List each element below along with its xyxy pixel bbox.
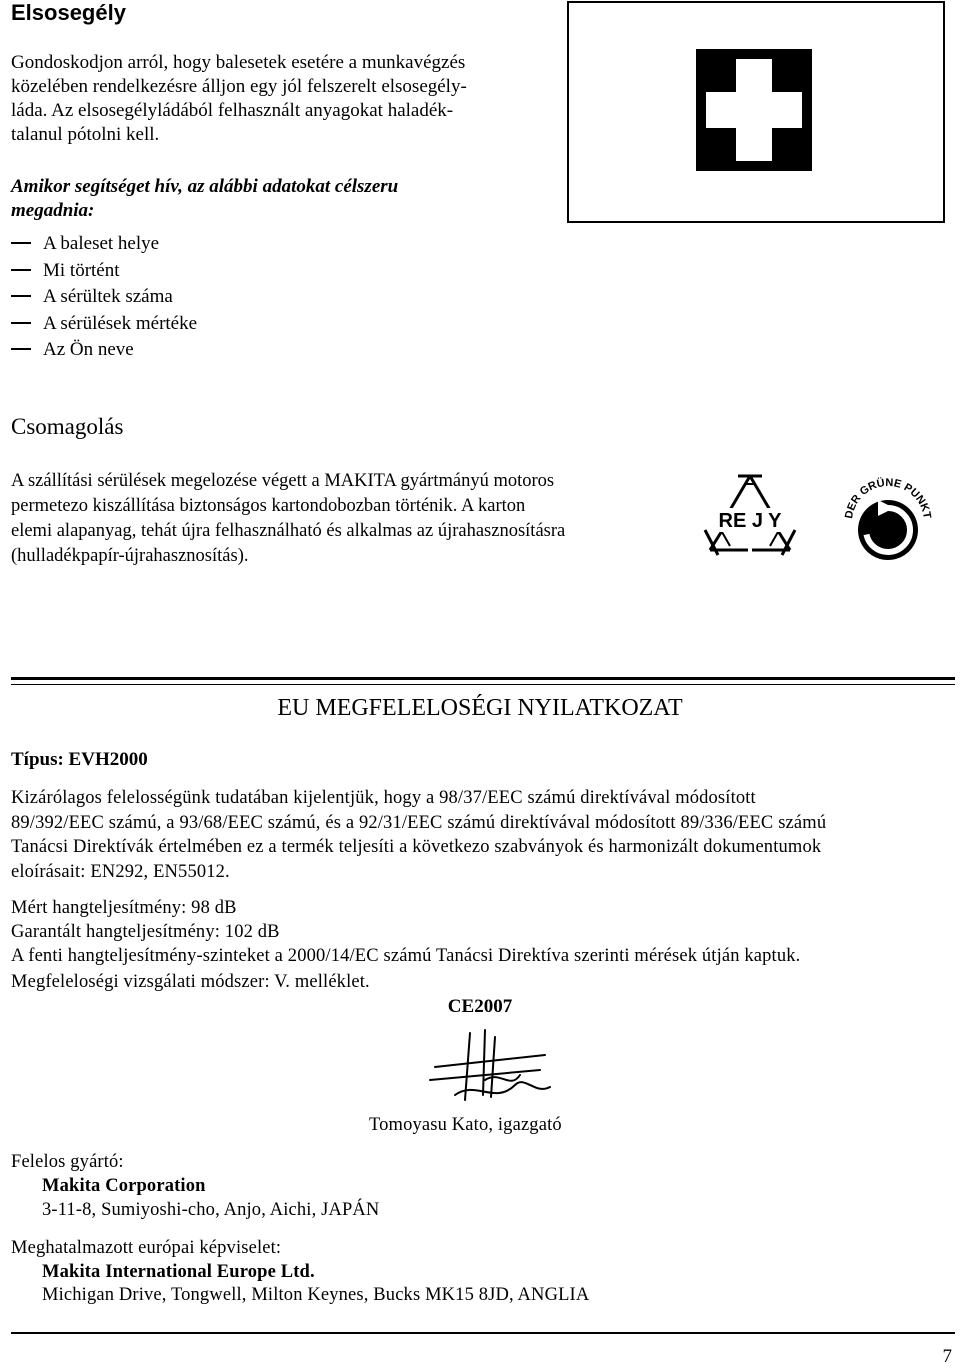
first-aid-intro bbox=[11, 51, 551, 147]
info-item: A sérültek száma bbox=[11, 285, 173, 309]
method-line: A fenti hangteljesítmény-szinteket a 2000/14/EC számú Tanácsi Direktíva szerinti mérések útján kaptuk. bbox=[11, 946, 801, 966]
dash-bullet bbox=[11, 322, 31, 324]
info-item: Mi történt bbox=[11, 259, 120, 283]
help-heading-line: megadnia: bbox=[11, 200, 95, 221]
type-label: Típus: EVH2000 bbox=[11, 749, 148, 770]
packaging-line: permetezo kiszállítása biztonságos kartondobozban történik. A karton bbox=[11, 496, 526, 516]
declaration-line: eloírásait: EN292, EN55012. bbox=[11, 861, 230, 882]
dash-bullet bbox=[11, 295, 31, 297]
first-aid-intro-line: Gondoskodjon arról, hogy balesetek esetére a munkavégzés bbox=[11, 52, 466, 73]
manufacturer-name: Makita Corporation bbox=[42, 1176, 206, 1196]
info-item: Az Ön neve bbox=[11, 338, 134, 362]
representative-address: Michigan Drive, Tongwell, Milton Keynes, Bucks MK15 8JD, ANGLIA bbox=[42, 1285, 590, 1305]
green-dot-logo bbox=[838, 470, 938, 570]
first-aid-sign bbox=[567, 1, 945, 223]
packaging-line: A szállítási sérülések megelozése végett a MAKITA gyártmányú motoros bbox=[11, 471, 555, 491]
signature bbox=[425, 1025, 555, 1105]
declaration-title: EU MEGFELELOSÉGI NYILATKOZAT bbox=[277, 695, 683, 721]
first-aid-intro-line: közelében rendelkezésre álljon egy jól felszerelt elsosegély- bbox=[11, 76, 467, 97]
declaration-line: Tanácsi Direktívák értelmében ez a termék teljesíti a következo szabványok és harmonizált dokumentumok bbox=[11, 837, 822, 857]
packaging-text bbox=[11, 469, 681, 569]
help-heading bbox=[11, 175, 398, 223]
recycle-logo bbox=[700, 470, 800, 565]
declaration-paragraph bbox=[11, 786, 947, 884]
help-heading-line: Amikor segítséget hív, az alábbi adatokat célszeru bbox=[11, 176, 399, 197]
dash-bullet bbox=[11, 242, 31, 244]
svg-text:DER GRÜNE PUNKT: DER GRÜNE PUNKT bbox=[843, 476, 933, 520]
ce-year: CE2007 bbox=[447, 996, 513, 1017]
manufacturer-address: 3-11-8, Sumiyoshi-cho, Anjo, Aichi, JAPÁN bbox=[42, 1200, 380, 1220]
dash-bullet bbox=[11, 269, 31, 271]
first-aid-intro-line: talanul pótolni kell. bbox=[11, 124, 160, 145]
first-aid-title: Elsosegély bbox=[11, 0, 126, 25]
section-divider-thick bbox=[11, 677, 955, 680]
first-aid-intro-line: láda. Az elsosegélyládából felhasznált anyagokat haladék- bbox=[11, 100, 454, 121]
representative-name: Makita International Europe Ltd. bbox=[42, 1262, 315, 1282]
signer: Tomoyasu Kato, igazgató bbox=[369, 1115, 562, 1135]
conformity-line: Megfeleloségi vizsgálati módszer: V. melléklet. bbox=[11, 972, 370, 992]
info-item: A baleset helye bbox=[11, 232, 159, 256]
section-divider-thin bbox=[11, 684, 955, 685]
packaging-line: (hulladékpapír-újrahasznosítás). bbox=[11, 546, 249, 566]
dash-bullet bbox=[11, 348, 31, 350]
declaration-line: Kizárólagos felelosségünk tudatában kijelentjük, hogy a 98/37/EEC számú direktívával módosított bbox=[11, 788, 756, 808]
declaration-line: 89/392/EEC számú, a 93/68/EEC számú, és a 92/31/EEC számú direktívával módosított 89/336/EEC számú bbox=[11, 812, 827, 833]
packaging-line: elemi alapanyag, tehát újra felhasználható és alkalmas az újrahasznosításra bbox=[11, 521, 566, 541]
recycle-icon bbox=[700, 470, 800, 565]
representative-label: Meghatalmazott európai képviselet: bbox=[11, 1238, 282, 1258]
page-number: 7 bbox=[942, 1346, 952, 1367]
svg-text:RE J Y: RE J Y bbox=[718, 510, 782, 532]
signature-icon bbox=[425, 1025, 555, 1105]
guaranteed-sound: Garantált hangteljesítmény: 102 dB bbox=[11, 922, 280, 942]
footer-divider bbox=[11, 1332, 955, 1334]
green-dot-icon bbox=[838, 470, 938, 570]
first-aid-cross-icon bbox=[569, 3, 943, 221]
measured-sound: Mért hangteljesítmény: 98 dB bbox=[11, 898, 237, 918]
manufacturer-label: Felelos gyártó: bbox=[11, 1152, 124, 1172]
packaging-title: Csomagolás bbox=[11, 414, 124, 439]
info-item: A sérülések mértéke bbox=[11, 312, 197, 336]
